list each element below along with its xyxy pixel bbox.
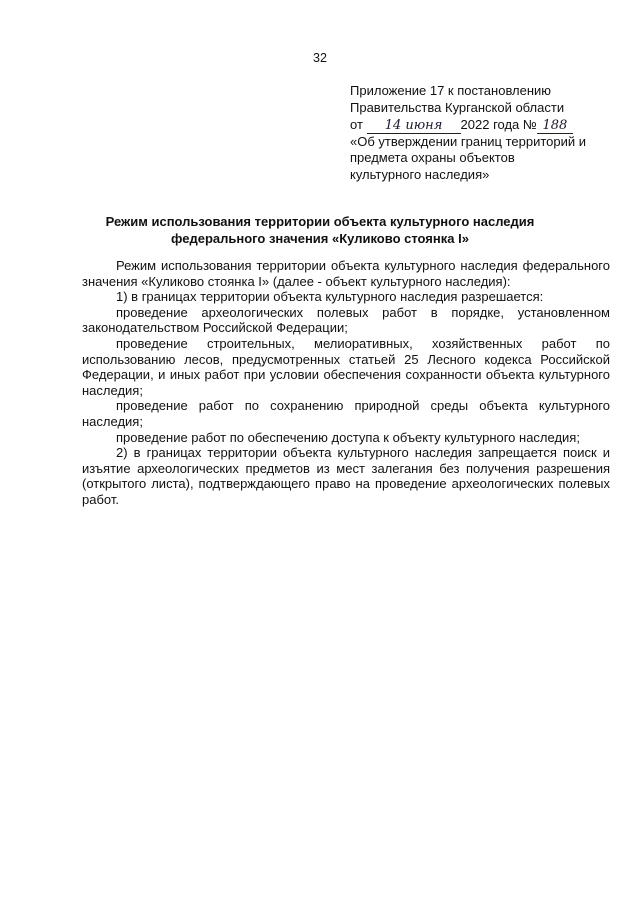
appendix-line-2: Правительства Курганской области <box>350 99 565 115</box>
appendix-line-1: Приложение 17 к постановлению <box>350 83 552 98</box>
handwritten-date: 14 июня <box>367 119 461 134</box>
paragraph-prohibited: 2) в границах территории объекта культурного наследия запрещается поиск и изъятие археологических предметов из мест залегания без получения разрешения (открытого листа), подтверждающего право на проведение археологических полевых работ. <box>82 445 610 507</box>
title-line-1: Режим использования территории объекта культурного наследия <box>105 214 535 229</box>
date-prefix: от <box>350 116 363 132</box>
page-number: 32 <box>313 51 327 65</box>
title-line-2: федерального значения «Куликово стоянка I» <box>171 231 469 246</box>
paragraph-construction-works: проведение строительных, мелиоративных, хозяйственных работ по использованию лесов, предусмотренных статьей 25 Лесного кодекса Российской Федерации, и иных работ при условии обеспечения сохранности объекта культурного наследия; <box>82 335 610 398</box>
appendix-header <box>350 83 618 184</box>
appendix-line-3 <box>350 117 618 134</box>
paragraph-permitted-heading: 1) в границах территории объекта культурного наследия разрешается: <box>116 289 544 305</box>
paragraph-intro: Режим использования территории объекта культурного наследия федерального значения «Куликово стоянка I» (далее - объект культурного наследия): <box>82 258 610 289</box>
paragraph-nature-preservation: проведение работ по сохранению природной среды объекта культурного наследия; <box>82 398 610 429</box>
date-year: 2022 года <box>460 116 520 132</box>
paragraph-access-works: проведение работ по обеспечению доступа к объекту культурного наследия; <box>116 429 580 445</box>
appendix-line-4: «Об утверждении границ территорий и <box>350 133 587 149</box>
document-title <box>60 213 580 247</box>
appendix-line-5: предмета охраны объектов <box>350 150 515 166</box>
appendix-line-6: культурного наследия» <box>350 167 490 183</box>
number-label: № <box>522 116 537 132</box>
paragraph-archaeological-works: проведение археологических полевых работ в порядке, установленном законодательством Российской Федерации; <box>82 304 610 336</box>
body-text <box>82 258 610 508</box>
handwritten-number: 188 <box>537 119 573 134</box>
